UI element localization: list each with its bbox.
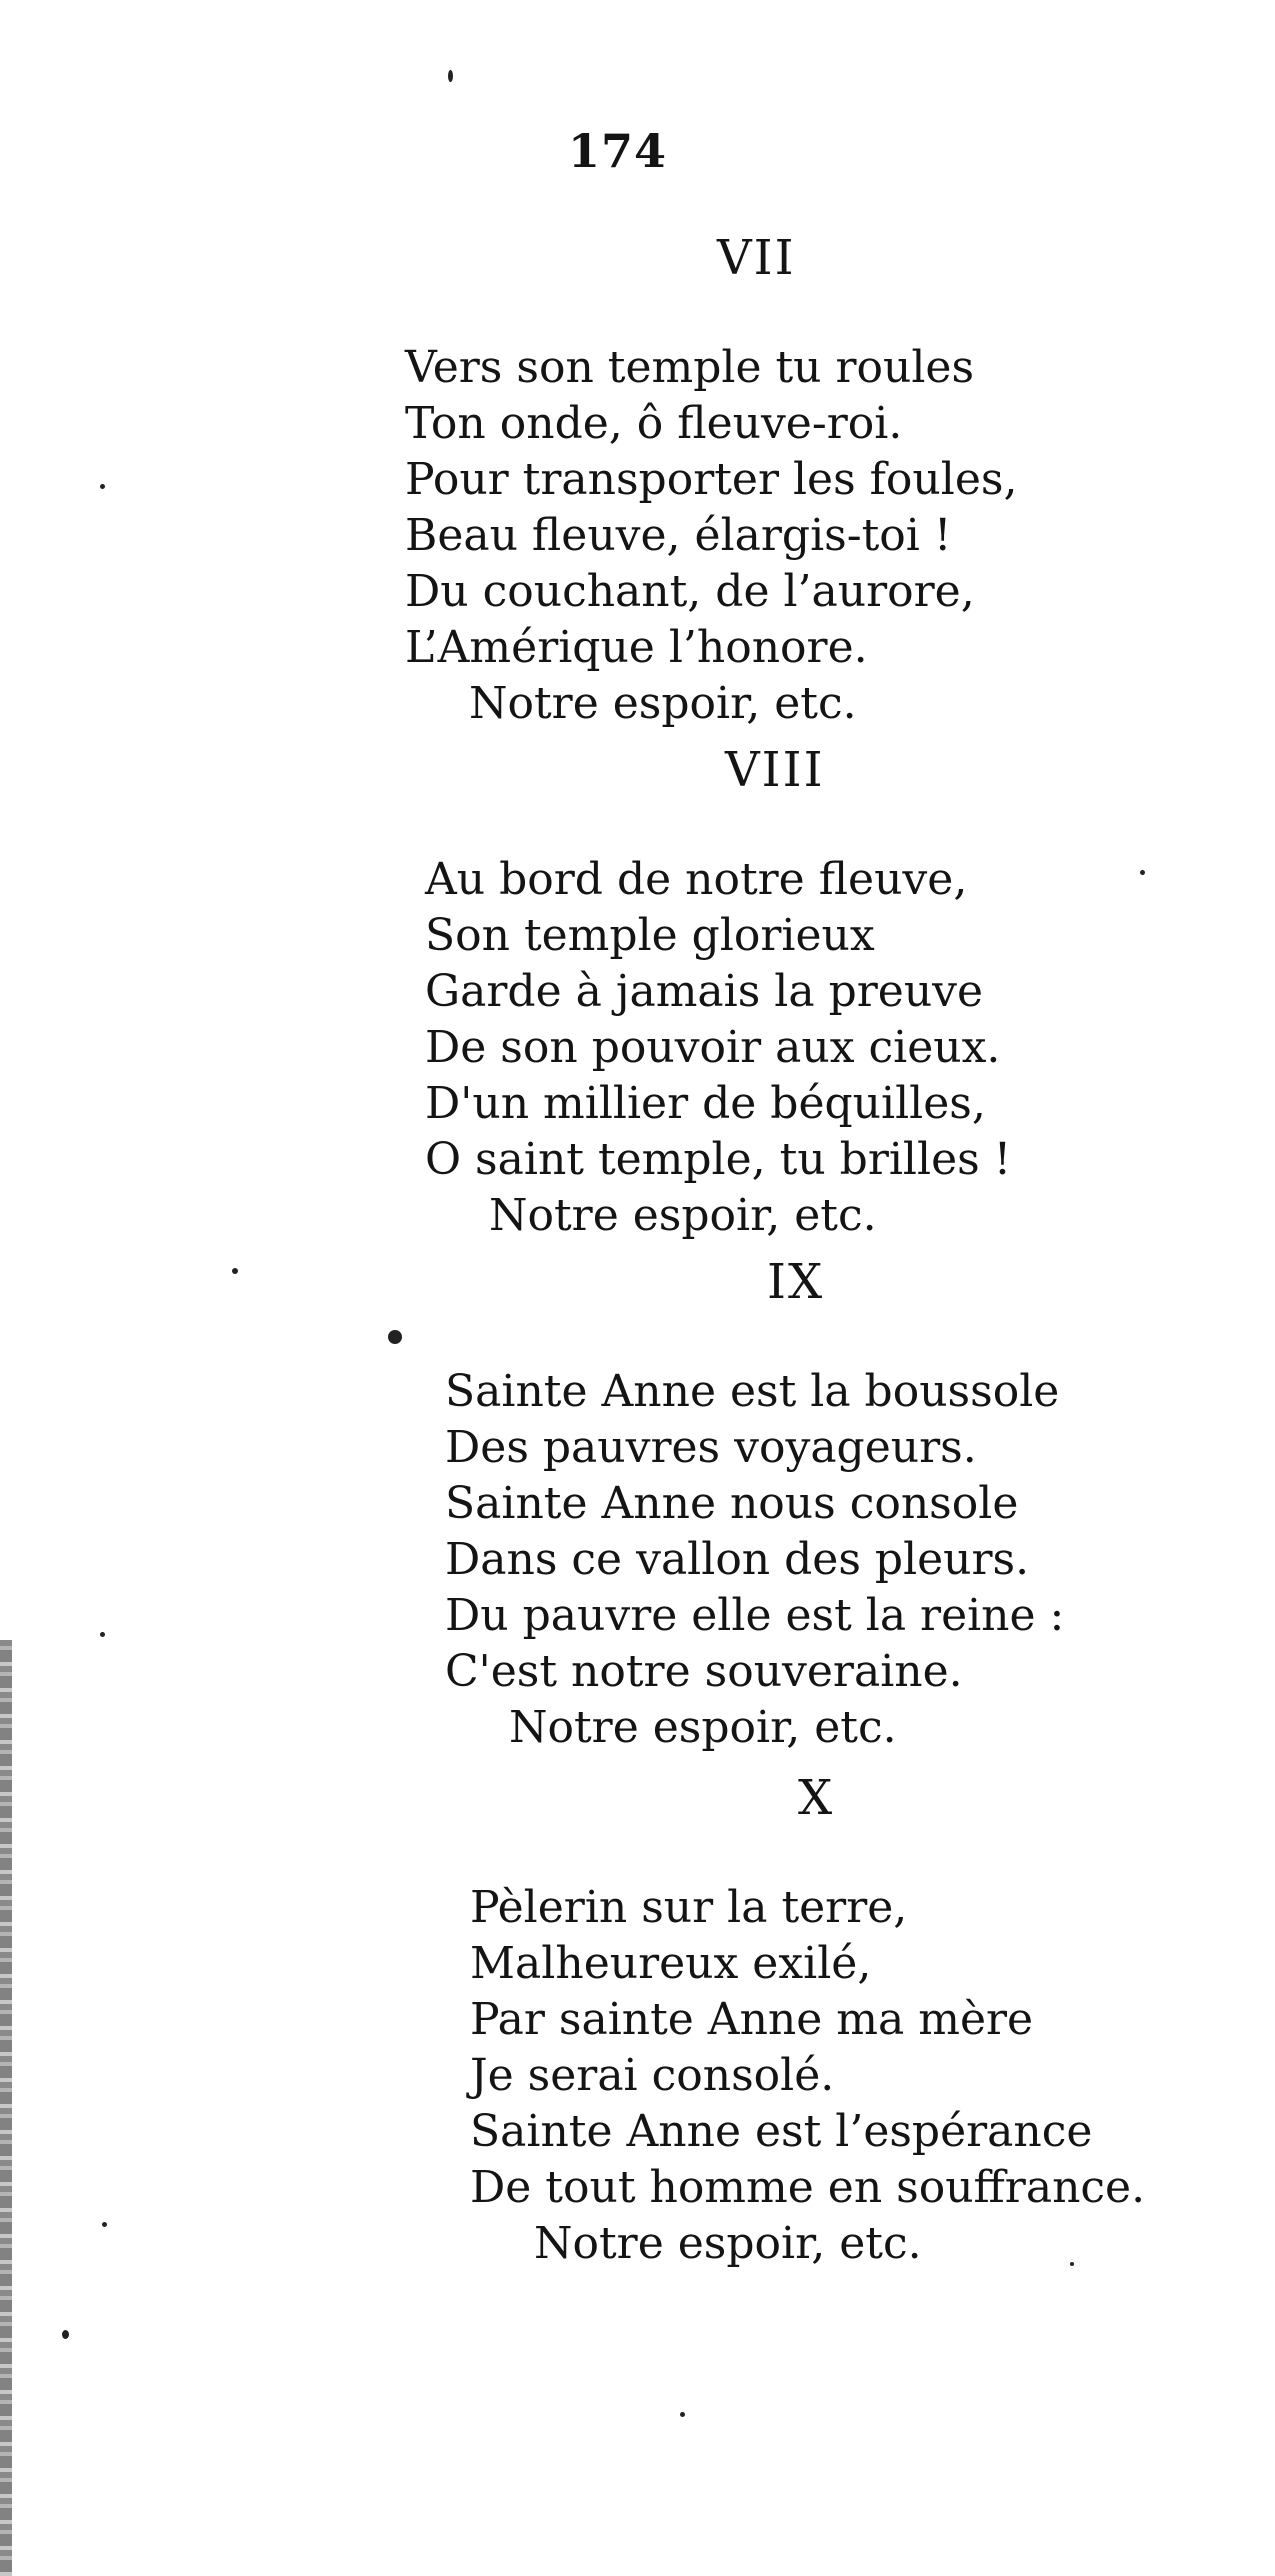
stanza-numeral: VII — [717, 230, 796, 286]
ink-speck — [1070, 2262, 1074, 2266]
verse-line: Par sainte Anne ma mère — [470, 1994, 1034, 2045]
verse-line: Son temple glorieux — [425, 910, 875, 961]
verse-line: O saint temple, tu brilles ! — [425, 1134, 1012, 1185]
verse-line: Garde à jamais la preuve — [425, 966, 984, 1017]
ink-speck — [388, 1330, 402, 1344]
ink-speck — [102, 2222, 107, 2227]
verse-line: Beau fleuve, élargis-toi ! — [405, 510, 952, 561]
ink-speck — [100, 1632, 105, 1637]
stanza-numeral: X — [798, 1770, 835, 1826]
verse-line: Sainte Anne nous console — [445, 1478, 1019, 1529]
verse-line: Du couchant, de l’aurore, — [405, 566, 975, 617]
stanza-numeral: IX — [767, 1254, 825, 1310]
ink-speck — [100, 484, 105, 489]
verse-line: Pour transporter les foules, — [405, 454, 1018, 505]
ink-speck — [448, 70, 453, 82]
verse-line: Du pauvre elle est la reine : — [445, 1590, 1065, 1641]
verse-line: C'est notre souveraine. — [445, 1646, 963, 1697]
stanza-numeral: VIII — [725, 742, 825, 798]
stanza-viii — [425, 742, 1012, 1244]
ink-speck — [1140, 870, 1145, 875]
refrain-line: Notre espoir, etc. — [489, 1190, 877, 1241]
verse-line: Sainte Anne est la boussole — [445, 1366, 1060, 1417]
verse-line: Dans ce vallon des pleurs. — [445, 1534, 1030, 1585]
book-binding-edge — [0, 1640, 12, 2576]
verse-line: Sainte Anne est l’espérance — [470, 2106, 1093, 2157]
stanza-vii — [405, 230, 1018, 732]
refrain-line: Notre espoir, etc. — [509, 1702, 897, 1753]
verse-line: Je serai consolé. — [470, 2050, 835, 2101]
ink-speck — [680, 2412, 685, 2417]
verse-line: Des pauvres voyageurs. — [445, 1422, 977, 1473]
ink-speck — [62, 2330, 69, 2339]
verse-line: De tout homme en souffrance. — [470, 2162, 1146, 2213]
stanza-x — [470, 1770, 1146, 2272]
refrain-line: Notre espoir, etc. — [534, 2218, 922, 2269]
refrain-line: Notre espoir, etc. — [469, 678, 857, 729]
verse-line: Pèlerin sur la terre, — [470, 1882, 908, 1933]
stanza-ix — [445, 1254, 1065, 1756]
ink-speck — [232, 1268, 238, 1274]
verse-line: Ton onde, ô fleuve-roi. — [405, 398, 903, 449]
verse-line: L’Amérique l’honore. — [405, 622, 868, 673]
verse-line: Vers son temple tu roules — [405, 342, 975, 393]
verse-line: De son pouvoir aux cieux. — [425, 1022, 1001, 1073]
verse-line: Au bord de notre fleuve, — [425, 854, 968, 905]
verse-line: Malheureux exilé, — [470, 1938, 872, 1989]
verse-line: D'un millier de béquilles, — [425, 1078, 986, 1129]
page-number: 174 — [567, 124, 668, 178]
